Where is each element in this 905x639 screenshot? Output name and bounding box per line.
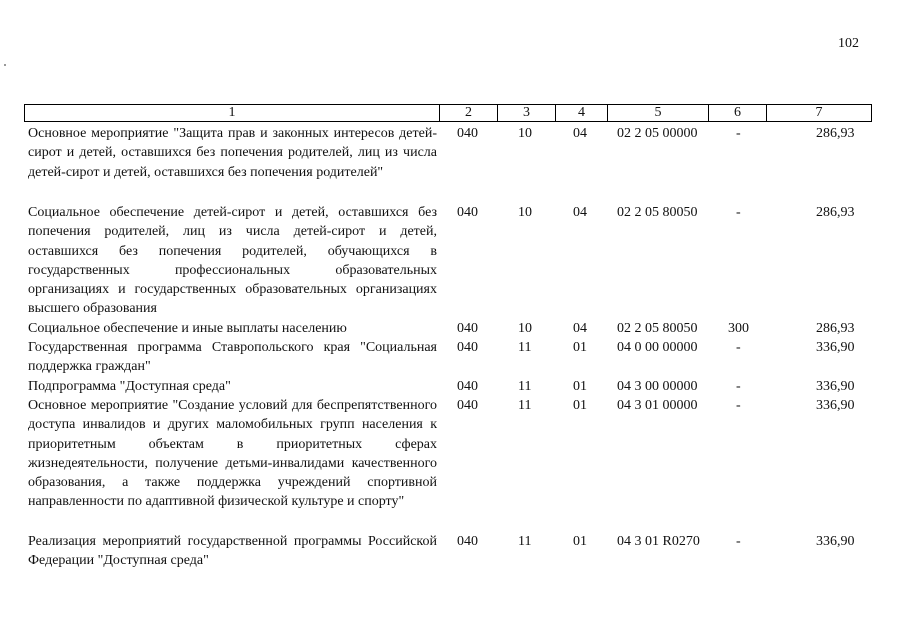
row-col-4: 01: [573, 398, 587, 413]
row-col-2: 040: [457, 205, 478, 220]
row-col-2: 040: [457, 340, 478, 355]
row-col-4: 04: [573, 205, 587, 220]
row-name: Основное мероприятие "Создание условий для беспрепятственного доступа инвалидов и других маломобильных групп населения к приоритетным объектам в приоритетных сферах жизнедеятельности, получение детьми-инвалидами качественного образования, а также поддержка учреждений спортивной направленности по адаптивной физической культуре и спорту": [28, 398, 437, 510]
row-col-3: 10: [518, 205, 532, 220]
header-col-3: 3: [498, 105, 556, 121]
row-col-5: 04 3 00 00000: [617, 379, 698, 394]
header-col-2: 2: [440, 105, 498, 121]
row-col-5: 02 2 05 00000: [617, 126, 698, 141]
row-col-6: -: [736, 379, 741, 394]
header-col-1: 1: [25, 105, 440, 121]
row-col-4: 01: [573, 340, 587, 355]
header-col-6: 6: [709, 105, 767, 121]
row-col-6: -: [736, 205, 741, 220]
row-col-4: 04: [573, 321, 587, 336]
row-col-6: 300: [728, 321, 749, 336]
row-col-2: 040: [457, 321, 478, 336]
row-col-7: 286,93: [816, 205, 855, 220]
row-col-5: 02 2 05 80050: [617, 321, 698, 336]
row-name: Основное мероприятие "Защита прав и законных интересов детей-сирот и детей, оставшихся без попечения родителей, лиц из числа детей-сирот и детей, оставшихся без попечения родителей": [28, 126, 437, 180]
row-col-7: 336,90: [816, 398, 855, 413]
row-col-4: 04: [573, 126, 587, 141]
header-col-7: 7: [815, 105, 823, 120]
page-number: 102: [838, 36, 859, 51]
row-col-3: 10: [518, 126, 532, 141]
header-col-5: 5: [608, 105, 709, 121]
row-col-7: 336,90: [816, 340, 855, 355]
row-col-5: 02 2 05 80050: [617, 205, 698, 220]
row-col-5: 04 0 00 00000: [617, 340, 698, 355]
row-col-2: 040: [457, 398, 478, 413]
row-col-3: 11: [518, 379, 532, 394]
row-col-3: 11: [518, 398, 532, 413]
row-col-3: 11: [518, 534, 532, 549]
row-col-3: 10: [518, 321, 532, 336]
row-name: Реализация мероприятий государственной программы Российской Федерации "Доступная среда": [28, 534, 437, 569]
row-name: Подпрограмма "Доступная среда": [28, 379, 231, 394]
row-col-7: 336,90: [816, 379, 855, 394]
row-col-7: 286,93: [816, 321, 855, 336]
row-col-2: 040: [457, 379, 478, 394]
row-name: Государственная программа Ставропольского края "Социальная поддержка граждан": [28, 340, 437, 375]
row-col-4: 01: [573, 379, 587, 394]
row-col-2: 040: [457, 126, 478, 141]
header-col-4: 4: [556, 105, 608, 121]
scan-speck: [4, 64, 6, 66]
row-col-2: 040: [457, 534, 478, 549]
row-name: Социальное обеспечение детей-сирот и детей, оставшихся без попечения родителей, лиц из числа детей-сирот и детей, оставшихся без попечения родителей, обучающихся в государственных профессиональных образовательных организациях и государственных образовательных организациях высшего образования: [28, 205, 437, 317]
row-col-3: 11: [518, 340, 532, 355]
row-col-6: -: [736, 340, 741, 355]
table-header: [24, 104, 872, 122]
row-col-6: -: [736, 398, 741, 413]
row-name: Социальное обеспечение и иные выплаты населению: [28, 321, 347, 336]
row-col-7: 336,90: [816, 534, 855, 549]
row-col-6: -: [736, 534, 741, 549]
row-col-4: 01: [573, 534, 587, 549]
row-col-5: 04 3 01 R0270: [617, 534, 700, 549]
row-col-5: 04 3 01 00000: [617, 398, 698, 413]
row-col-7: 286,93: [816, 126, 855, 141]
row-col-6: -: [736, 126, 741, 141]
